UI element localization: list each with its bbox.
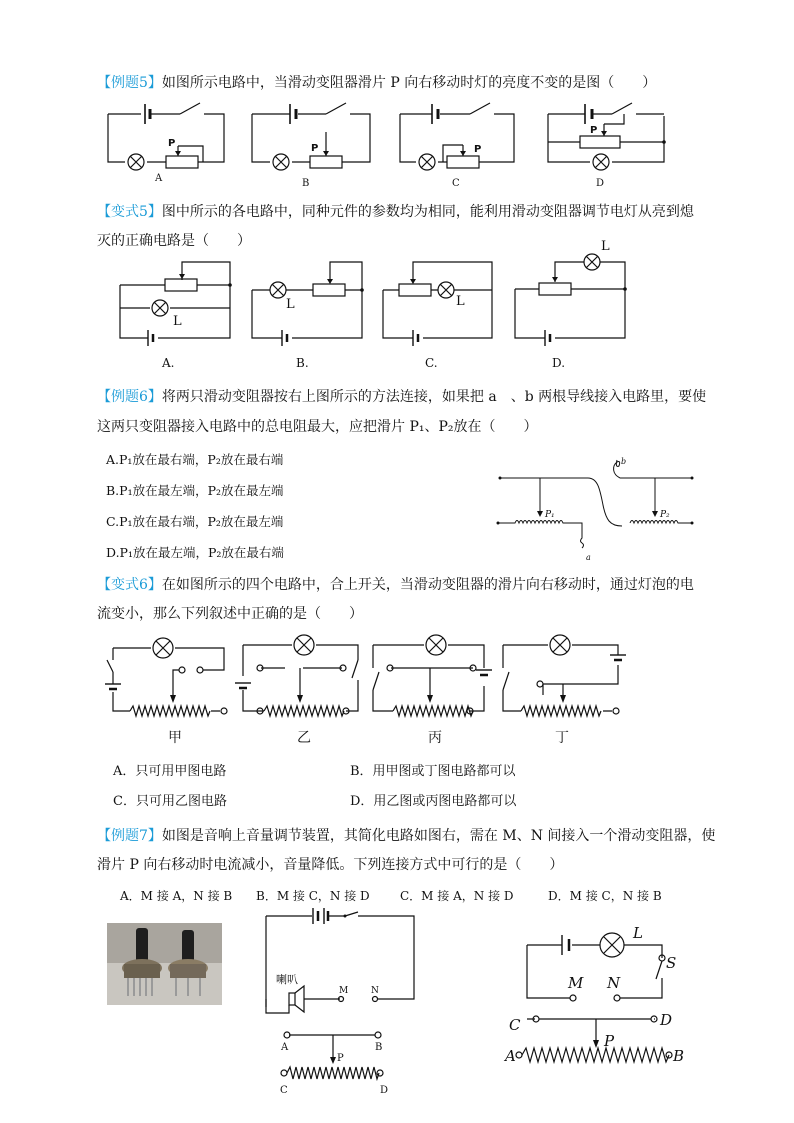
svg-text:N: N [371,986,379,996]
svg-text:b: b [621,457,627,466]
svg-text:L: L [456,294,465,309]
q7-tag: 【例题7】 [97,828,162,844]
q7-option-d[interactable]: D．M 接 C，N 接 B [548,889,662,903]
q7-stem-line2: 滑片 P 向右移动时电流减小，音量降低。下列连接方式中可行的是（ ） [97,857,564,873]
svg-text:L: L [601,239,610,254]
svg-text:D: D [380,1085,389,1096]
svg-text:D.: D. [552,356,566,370]
v6-option-d[interactable]: D．用乙图或丙图电路都可以 [350,794,517,809]
svg-text:C: C [280,1085,288,1096]
svg-text:甲: 甲 [168,730,182,746]
svg-text:C: C [509,1016,521,1034]
v6-option-c[interactable]: C．只可用乙图电路 [113,794,227,809]
svg-text:L: L [173,314,182,329]
svg-text:P₁: P₁ [545,510,555,520]
svg-text:L: L [286,297,295,312]
v5-stem-line2: 灭的正确电路是（ ） [97,233,251,249]
svg-text:A: A [505,1047,516,1065]
svg-text:P: P [590,125,598,136]
q7-lamp-circuit [503,924,684,1065]
v6-stem-line2: 流变小，那么下列叙述中正确的是（ ） [97,606,363,622]
v6-text1: 在如图所示的四个电路中，合上开关，当滑动变阻器的滑片向右移动时，通过灯泡的电 [161,577,694,593]
svg-text:P₂: P₂ [660,510,670,520]
v5-tag: 【变式5】 [97,204,162,220]
q5-text: 如图所示电路中，当滑动变阻器滑片 P 向右移动时灯的亮度不变的是图（ ） [161,75,657,91]
q6-text1: 将两只滑动变阻器按右上图所示的方法连接，如果把 a 、b 两根导线接入电路里，要使 [161,389,707,405]
q6-tag: 【例题6】 [97,389,162,405]
svg-text:P: P [474,144,482,155]
q7-text1: 如图是音响上音量调节装置，其简化电路如图右，需在 M、N 间接入一个滑动变阻器，使 [161,828,716,844]
svg-text:B: B [302,178,310,189]
q6-option-a[interactable]: A.P₁放在最右端，P₂放在最右端 [106,452,284,467]
svg-text:A.: A. [162,356,175,370]
svg-text:M: M [568,974,584,992]
v6-option-b[interactable]: B．用甲图或丁图电路都可以 [350,764,516,779]
v6-option-a[interactable]: A．只可用甲图电路 [113,764,227,779]
q7-option-c[interactable]: C．M 接 A，N 接 D [400,889,514,903]
q6-option-c[interactable]: C.P₁放在最右端，P₂放在最左端 [106,514,284,529]
svg-text:B: B [673,1047,685,1065]
q7-option-b[interactable]: B．M 接 C，N 接 D [256,889,370,903]
svg-text:L: L [633,924,643,942]
svg-text:B.: B. [296,356,309,370]
q7-speaker-circuit [266,908,414,1096]
svg-text:乙: 乙 [297,730,311,746]
svg-text:M: M [339,986,349,996]
svg-text:B: B [375,1042,383,1053]
v5-text1: 图中所示的各电路中，同种元件的参数均为相同，能利用滑动变阻器调节电灯从亮到熄 [161,204,694,220]
potentiometer-photo [107,923,222,1005]
svg-text:A: A [155,173,163,184]
svg-text:S: S [666,954,677,972]
q5-tag: 【例题5】 [97,75,162,91]
svg-text:N: N [607,974,621,992]
q6-option-d[interactable]: D.P₁放在最左端，P₂放在最右端 [106,545,284,560]
svg-text:D: D [660,1011,673,1029]
q6-stem-line2: 这两只变阻器接入电路中的总电阻最大，应把滑片 P₁、P₂放在（ ） [97,419,538,435]
svg-text:丁: 丁 [555,730,569,746]
svg-text:丙: 丙 [428,730,442,746]
svg-text:C: C [452,178,460,189]
q6-option-b[interactable]: B.P₁放在最左端，P₂放在最左端 [106,483,284,498]
svg-text:P: P [604,1032,615,1050]
svg-text:喇叭: 喇叭 [276,973,298,986]
svg-text:P: P [311,143,319,154]
svg-text:a: a [586,553,591,562]
svg-text:P: P [337,1053,344,1064]
svg-text:A: A [281,1042,289,1053]
svg-text:P: P [168,138,176,149]
svg-text:D: D [596,178,605,189]
v6-tag: 【变式6】 [97,577,162,593]
q7-option-a[interactable]: A．M 接 A，N 接 B [120,889,233,903]
svg-text:C.: C. [425,356,438,370]
